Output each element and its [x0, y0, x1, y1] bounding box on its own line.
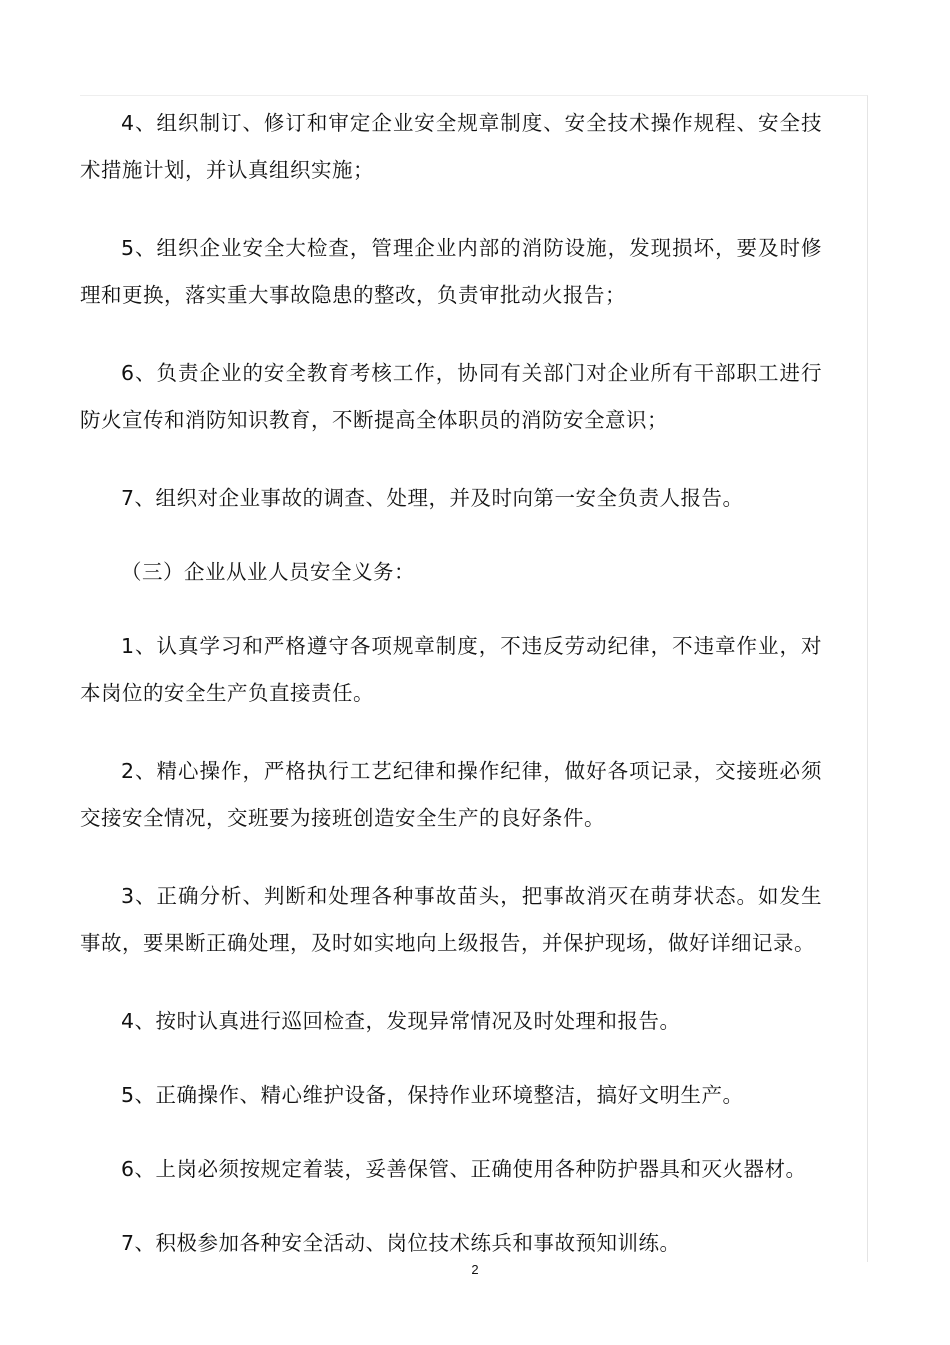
paragraph-obligation-5: 5、正确操作、精心维护设备，保持作业环境整洁，搞好文明生产。 [121, 1083, 744, 1107]
section-heading-3: （三）企业从业人员安全义务： [121, 560, 415, 584]
paragraph-duty-5: 5、组织企业安全大检查，管理企业内部的消防设施，发现损坏，要及时修理和更换，落实重大事故隐患的整改，负责审批动火报告； [80, 236, 822, 307]
paragraph-obligation-2: 2、精心操作，严格执行工艺纪律和操作纪律，做好各项记录，交接班必须交接安全情况，交班要为接班创造安全生产的良好条件。 [80, 759, 822, 830]
page-number: 2 [471, 1262, 479, 1277]
paragraph-duty-6: 6、负责企业的安全教育考核工作，协同有关部门对企业所有干部职工进行防火宣传和消防知识教育，不断提高全体职员的消防安全意识； [80, 361, 822, 432]
paragraph-duty-4: 4、组织制订、修订和审定企业安全规章制度、安全技术操作规程、安全技术措施计划，并认真组织实施； [80, 111, 822, 182]
paragraph-obligation-1: 1、认真学习和严格遵守各项规章制度，不违反劳动纪律，不违章作业，对本岗位的安全生产负直接责任。 [80, 634, 822, 705]
paragraph-obligation-6: 6、上岗必须按规定着装，妥善保管、正确使用各种防护器具和灭火器材。 [121, 1157, 807, 1181]
document-body [80, 100, 822, 1294]
paragraph-obligation-7: 7、积极参加各种安全活动、岗位技术练兵和事故预知训练。 [121, 1231, 681, 1255]
paragraph-duty-7: 7、组织对企业事故的调查、处理，并及时向第一安全负责人报告。 [121, 486, 744, 510]
paragraph-obligation-3: 3、正确分析、判断和处理各种事故苗头，把事故消灭在萌芽状态。如发生事故，要果断正确处理，及时如实地向上级报告，并保护现场，做好详细记录。 [80, 884, 822, 955]
paragraph-obligation-4: 4、按时认真进行巡回检查，发现异常情况及时处理和报告。 [121, 1009, 681, 1033]
